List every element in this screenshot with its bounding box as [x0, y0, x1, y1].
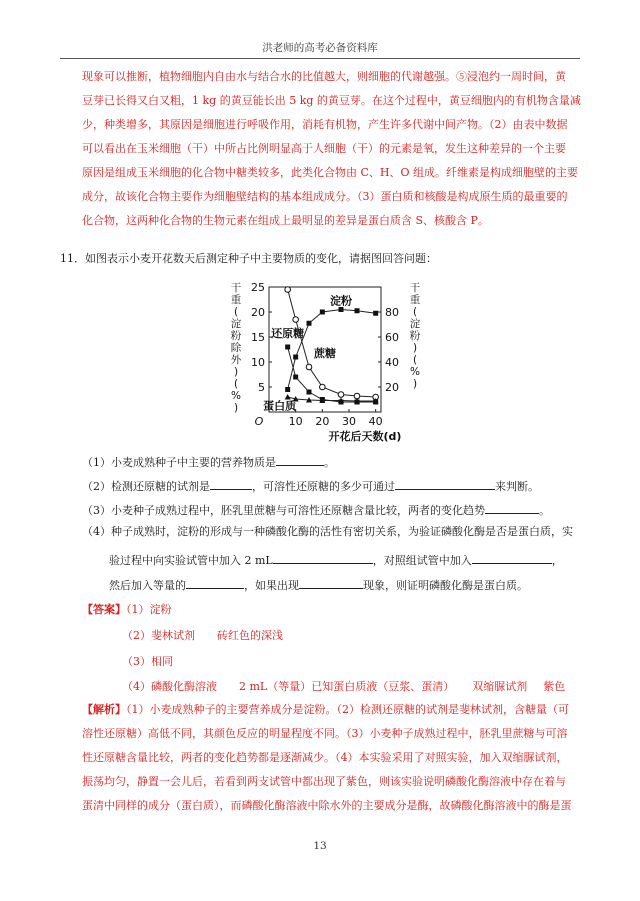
- analysis-line-1: [82, 701, 569, 717]
- answer-line-1: [82, 601, 172, 617]
- answer-3: （3）相同: [122, 655, 173, 668]
- q4-text-b: ，对照组试管中加入: [372, 554, 472, 567]
- q4-text-c: 然后加入等量的: [109, 579, 186, 592]
- q1-text: （1）小麦成熟种子中主要的营养物质是: [82, 456, 276, 469]
- series-line-蛋白质: [288, 397, 376, 401]
- answer-4-enzyme: 磷酸化酶溶液: [151, 680, 217, 693]
- data-point: [339, 307, 344, 312]
- y-right-axis-label: (: [412, 354, 418, 366]
- prev-analysis-line: 少，种类增多，其原因是细胞进行呼吸作用，消耗有机物，产生许多代谢中间产物。（2）由表中数据: [82, 118, 568, 131]
- prev-analysis-line: 化合物，这两种化合物的生物元素在组成上最明显的差异是蛋白质含 S、核酸含 P。: [82, 214, 489, 227]
- series-label: 淀粉: [330, 294, 352, 308]
- data-point: [307, 390, 312, 395]
- answer-2-num: （2）: [122, 629, 151, 642]
- answer-line-2: [122, 627, 283, 643]
- question-stem: [60, 252, 437, 266]
- answer-line-4: [122, 678, 565, 694]
- question-part-4-line-2: [109, 551, 563, 568]
- analysis-line-3: 性还原糖含量比较，两者的变化趋势都是逐渐减少。（4）本实验采用了对照实验，加入双缩脲试剂，: [82, 751, 568, 764]
- y-right-axis-label: 重: [409, 294, 421, 306]
- analysis-line-2: 溶性还原糖）高低不同，其颜色反应的明显程度不同。（3）小麦种子成熟过程中，胚乳里蔗糖与可溶: [82, 727, 568, 740]
- q3-text: （3）小麦种子成熟过程中，胚乳里蔗糖与可溶性还原糖含量比较，两者的变化趋势: [82, 504, 485, 517]
- y-right-axis-label: 淀: [409, 318, 421, 330]
- series-label: 蛋白质: [263, 399, 297, 413]
- q4-blank-1[interactable]: [273, 551, 373, 564]
- data-point: [306, 364, 312, 370]
- answer-4-reagent: 双缩脲试剂: [472, 680, 528, 693]
- data-point: [293, 375, 298, 380]
- y-left-axis-label: 粉: [230, 330, 242, 342]
- y-left-axis-label: %: [231, 390, 241, 402]
- prev-analysis-line: 可以看出在玉米细胞（干）中所占比例明显高于人细胞（干）的元素是氧，发生这种差异的一个主要: [82, 142, 566, 155]
- question-text: 如图表示小麦开花数天后测定种子中主要物质的变化，请据图回答问题：: [85, 252, 437, 265]
- y-left-axis-label: 淀: [230, 318, 242, 330]
- data-point: [355, 308, 360, 313]
- y-left-axis-label: 重: [230, 294, 242, 306]
- answer-4-control: 2 mL（等量）已知蛋白质液（豆浆、蛋清）: [239, 680, 455, 693]
- data-point: [373, 311, 378, 316]
- x-axis-label: 开花后天数(d): [328, 430, 402, 443]
- y-right-axis-label: 粉: [409, 330, 421, 342]
- y-left-tick-label: 5: [258, 381, 265, 394]
- q2-blank-1[interactable]: [210, 477, 252, 490]
- prev-analysis-line: 原因是组成玉米细胞的化合物中糖类较多，此类化合物由 C、H、O 组成。纤维素是构成细胞壁的主要: [82, 166, 579, 179]
- analysis-text: （1）小麦成熟种子的主要营养成分是淀粉。（2）检测还原糖的试剂是斐林试剂，含糖量（可: [126, 703, 569, 716]
- data-point: [354, 393, 360, 399]
- y-right-tick-label: 20: [385, 381, 399, 394]
- y-left-axis-label: 外: [230, 354, 242, 366]
- q1-blank[interactable]: [276, 453, 324, 466]
- q4-blank-4[interactable]: [299, 576, 363, 589]
- y-right-tick-label: 60: [385, 331, 399, 344]
- q1-end: 。: [324, 456, 335, 469]
- q2-mid-text: ，可溶性还原糖的多少可通过: [252, 480, 395, 493]
- question-part-4-line-1: （4）种子成熟时，淀粉的形成与一种磷酸化酶的活性有密切关系，为验证磷酸化酶是否是蛋白质，实: [82, 525, 573, 538]
- data-point: [320, 310, 325, 315]
- q4-blank-3[interactable]: [186, 576, 244, 589]
- question-part-2: [82, 477, 539, 494]
- answer-4-num: （4）: [122, 680, 151, 693]
- answer-2-judge: 砖红色的深浅: [217, 629, 283, 642]
- y-right-tick-label: 80: [385, 306, 399, 319]
- x-tick-label: 10: [288, 415, 303, 428]
- q2-blank-2[interactable]: [395, 477, 495, 490]
- analysis-line-4: 振荡均匀，静置一会儿后，若看到两支试管中都出现了紫色，则该实验说明磷酸化酶溶液中存在着与: [82, 775, 566, 788]
- y-left-tick-label: 15: [251, 331, 265, 344]
- answer-label: 【答案】: [82, 603, 126, 616]
- question-number: 11．: [60, 252, 85, 265]
- q4-text-d: ，如果出现: [244, 579, 299, 592]
- question-part-4-line-3: [109, 576, 528, 593]
- question-part-3: [82, 501, 550, 518]
- y-left-axis-label: ): [233, 402, 239, 414]
- q4-text-a: 验过程中向实验试管中加入 2 mL: [109, 554, 273, 567]
- y-left-axis-label: 除: [230, 342, 242, 354]
- y-right-axis-label: 干: [409, 282, 421, 294]
- data-point: [285, 345, 290, 350]
- y-right-tick-label: 40: [385, 356, 399, 369]
- y-left-axis-label: ): [233, 366, 239, 378]
- analysis-line-5: 蛋清中同样的成分（蛋白质），而磷酸化酶溶液中除水外的主要成分是酶，故磷酸化酶溶液中的酶是蛋: [82, 799, 572, 812]
- y-left-axis-label: (: [233, 306, 239, 318]
- question-part-1: [82, 453, 335, 470]
- answer-2-reagent: 斐林试剂: [151, 629, 195, 642]
- data-point: [285, 387, 290, 392]
- analysis-label: 【解析】: [82, 703, 126, 716]
- series-label: 还原糖: [271, 327, 305, 340]
- y-right-axis-label: (: [412, 306, 418, 318]
- page-header-title: 洪老师的高考必备资料库: [262, 42, 378, 54]
- page-number: 13: [313, 840, 327, 852]
- series-label: 蔗糖: [314, 347, 336, 360]
- prev-analysis-line: 豆芽已长得又白又粗，1 kg 的黄豆能长出 5 kg 的黄豆芽。在这个过程中，黄豆细胞内的有机物含量减: [82, 94, 581, 107]
- q3-end: 。: [539, 504, 550, 517]
- y-right-axis-label: ): [412, 378, 418, 390]
- q2-text: （2）检测还原糖的试剂是: [82, 480, 210, 493]
- q3-blank[interactable]: [485, 501, 539, 514]
- y-left-axis-label: (: [233, 378, 239, 390]
- data-point: [285, 287, 291, 293]
- y-left-tick-label: 10: [251, 356, 265, 369]
- chart-container: [225, 277, 425, 447]
- y-left-tick-label: 25: [251, 281, 265, 294]
- line-chart: [225, 277, 425, 447]
- q4-text-e: 现象，则证明磷酸化酶是蛋白质。: [363, 579, 528, 592]
- q4-comma: ，: [551, 554, 563, 567]
- answer-4-color: 紫色: [543, 680, 566, 693]
- x-tick-label: 20: [315, 415, 330, 428]
- prev-analysis-line: 成分，故该化合物主要作为细胞壁结构的基本组成成分。（3）蛋白质和核酸是构成原生质的最重要的: [82, 190, 568, 203]
- prev-analysis-line: 现象可以推断，植物细胞内自由水与结合水的比值越大，则细胞的代谢越强。⑤浸泡约一周时间，黄: [82, 70, 566, 83]
- data-point: [293, 355, 298, 360]
- q2-end: 来判断。: [495, 480, 539, 493]
- y-left-tick-label: 20: [251, 306, 265, 319]
- q4-blank-2[interactable]: [472, 551, 552, 564]
- answer-line-3: [122, 653, 173, 669]
- data-point: [293, 317, 299, 323]
- data-point: [338, 392, 344, 398]
- header-divider: [60, 58, 580, 59]
- answer-1: （1）淀粉: [126, 603, 172, 616]
- y-right-axis-label: ): [412, 342, 418, 354]
- y-right-axis-label: %: [410, 366, 420, 378]
- x-tick-label: 30: [342, 415, 356, 428]
- data-point: [307, 321, 312, 326]
- y-left-axis-label: 干: [230, 282, 242, 294]
- origin-label: O: [254, 415, 264, 428]
- x-tick-label: 40: [368, 415, 383, 428]
- data-point: [320, 384, 326, 390]
